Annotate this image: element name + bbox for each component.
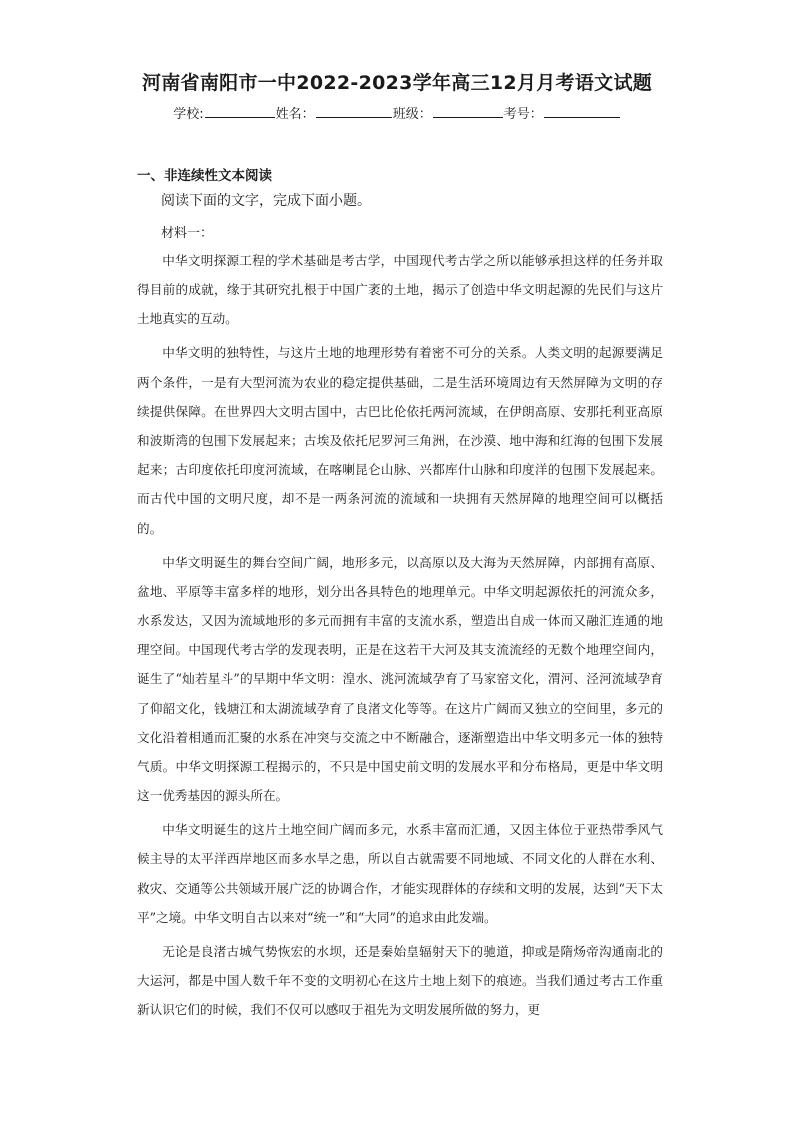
school-label: 学校: <box>173 107 204 122</box>
paragraph-4: 中华文明诞生的这片土地空间广阔而多元，水系丰富而汇通，又因主体位于亚热带季风气候主导的太平洋西岸地区而多水旱之患，所以自古就需要不同地域、不同文化的人群在水利、救灾、交通等公共领域开展广泛的协调合作，才能实现群体的存续和文明的发展，达到“天下太平”之境。中华文明自古以来对“统一”和“大同”的追求由此发端。 <box>137 822 663 925</box>
number-blank <box>544 105 620 118</box>
name-label: 姓名： <box>275 107 315 122</box>
student-info-line <box>0 103 794 122</box>
school-blank <box>205 105 275 118</box>
document-title: 河南省南阳市一中2022-2023学年高三12月月考语文试题 <box>141 72 653 94</box>
paragraph-3: 中华文明诞生的舞台空间广阔，地形多元，以高原以及大海为天然屏障，内部拥有高原、盆地、平原等丰富多样的地形，划分出各具特色的地理单元。中华文明起源依托的河流众多，水系发达，又因为流域地形的多元而拥有丰富的支流水系，塑造出自成一体而又融汇连通的地理空间。中国现代考古学的发现表明，正是在这若干大河及其支流流经的无数个地理空间内，诞生了“灿若星斗”的早期中华文明：湟水、洮河流域孕育了马家窑文化，渭河、泾河流域孕育了仰韶文化，钱塘江和太湖流域孕育了良渚文化等等。在这片广阔而又独立的空间里，多元的文化沿着相通而汇聚的水系在冲突与交流之中不断融合，逐渐塑造出中华文明多元一体的独特气质。中华文明探源工程揭示的，不只是中国史前文明的发展水平和分布格局，更是中华文明这一优秀基因的源头所在。 <box>137 554 663 804</box>
paragraph-1: 中华文明探源工程的学术基础是考古学，中国现代考古学之所以能够承担这样的任务并取得目前的成就，缘于其研究扎根于中国广袤的土地，揭示了创造中华文明起源的先民们与这片土地真实的互动。 <box>137 253 663 327</box>
paragraph-2: 中华文明的独特性，与这片土地的地理形势有着密不可分的关系。人类文明的起源要满足两个条件，一是有大型河流为农业的稳定提供基础，二是生活环境周边有天然屏障为文明的存续提供保障。在世界四大文明古国中，古巴比伦依托两河流域，在伊朗高原、安那托利亚高原和波斯湾的包围下发展起来；古埃及依托尼罗河三角洲，在沙漠、地中海和红海的包围下发展起来；古印度依托印度河流域，在喀喇昆仑山脉、兴都库什山脉和印度洋的包围下发展起来。而古代中国的文明尺度，却不是一两条河流的流域和一块拥有天然屏障的地理空间可以概括的。 <box>137 345 663 536</box>
class-blank <box>433 105 503 118</box>
number-label: 考号： <box>503 107 543 122</box>
paragraph-5: 无论是良渚古城气势恢宏的水坝，还是秦始皇辐射天下的驰道，抑或是隋炀帝沟通南北的大运河，都是中国人数千年不变的文明初心在这片土地上刻下的痕迹。当我们通过考古工作重新认识它们的时候，我们不仅可以感叹于祖先为文明发展所做的努力，更 <box>137 943 663 1018</box>
material-label: 材料一： <box>161 226 214 241</box>
name-blank <box>316 105 392 118</box>
section-title: 一、非连续性文本阅读 <box>137 168 272 184</box>
instruction-text: 阅读下面的文字，完成下面小题。 <box>161 193 371 209</box>
class-label: 班级： <box>392 107 432 122</box>
article-body <box>137 246 663 1029</box>
